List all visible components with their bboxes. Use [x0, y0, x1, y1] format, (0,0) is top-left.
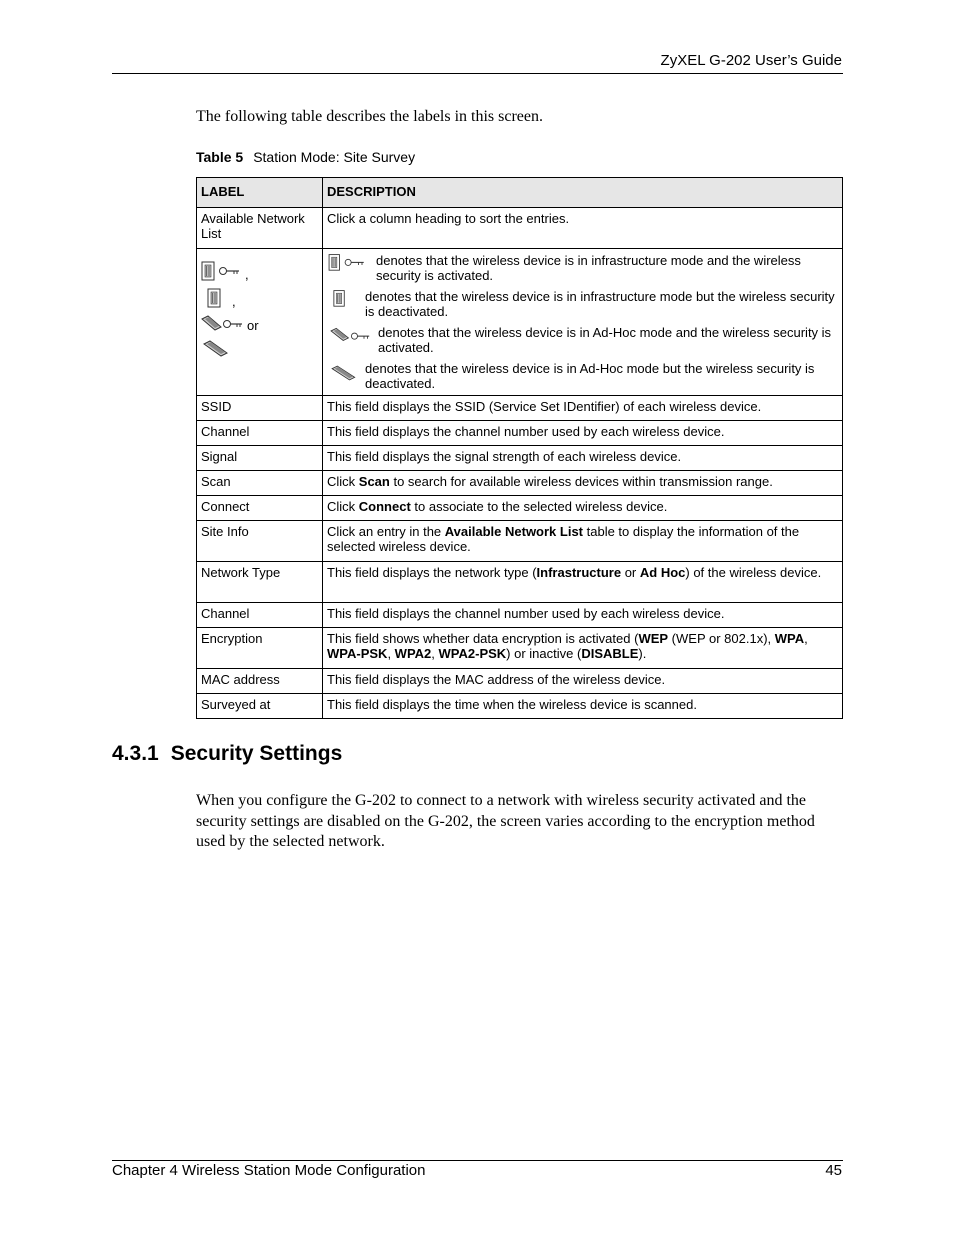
icon-separator: ,	[245, 267, 249, 282]
infrastructure-secure-icon	[201, 260, 241, 282]
table-caption-label: Table 5	[196, 149, 244, 165]
table-caption-text: Station Mode: Site Survey	[253, 149, 416, 165]
table-row	[197, 496, 843, 521]
icon-description: denotes that the wireless device is in infrastructure mode and the wireless security is activated.	[376, 253, 801, 283]
row-description: This field displays the time when the wireless device is scanned.	[323, 694, 843, 719]
row-label: Signal	[197, 446, 323, 471]
table-row-icons	[197, 249, 843, 396]
row-description: Click Scan to search for available wireless devices within transmission range.	[323, 471, 843, 496]
intro-text: The following table describes the labels in this screen.	[196, 108, 544, 125]
section-heading	[112, 742, 342, 766]
header-label: LABEL	[197, 178, 323, 208]
row-description: This field displays the MAC address of the wireless device.	[323, 669, 843, 694]
icon-separator: ,	[232, 294, 236, 309]
row-description: This field displays the SSID (Service Set IDentifier) of each wireless device.	[323, 396, 843, 421]
row-label: Network Type	[197, 562, 323, 603]
row-label: Scan	[197, 471, 323, 496]
table-row	[197, 603, 843, 628]
infrastructure-open-icon	[327, 288, 365, 314]
table-caption	[196, 149, 415, 165]
body-paragraph: When you configure the G-202 to connect to a network with wireless security activated and the security settings are disabled on the G-202, the screen varies according to the encryption method used by the selected network.	[196, 792, 815, 850]
infrastructure-secure-icon	[327, 252, 371, 278]
table-row	[197, 521, 843, 562]
table-row	[197, 396, 843, 421]
table-row	[197, 628, 843, 669]
table-row	[197, 471, 843, 496]
adhoc-open-icon	[201, 339, 231, 359]
infrastructure-open-icon	[204, 287, 228, 309]
table-row	[197, 421, 843, 446]
row-description: Click an entry in the Available Network List table to display the information of the selected wireless device.	[323, 521, 843, 562]
row-description: This field displays the signal strength of each wireless device.	[323, 446, 843, 471]
header-rule	[112, 73, 843, 74]
running-header: ZyXEL G-202 User’s Guide	[660, 52, 842, 69]
row-label: Channel	[197, 421, 323, 446]
site-survey-table	[196, 177, 843, 719]
icon-description-line	[327, 288, 838, 319]
icon-description: denotes that the wireless device is in Ad-Hoc mode and the wireless security is activated.	[378, 325, 832, 355]
icon-description-line	[327, 252, 838, 283]
icons-label-cell	[197, 249, 323, 396]
adhoc-secure-icon	[327, 324, 375, 350]
footer-chapter: Chapter 4 Wireless Station Mode Configuration	[112, 1162, 426, 1179]
header-description: DESCRIPTION	[323, 178, 843, 208]
row-label: Surveyed at	[197, 694, 323, 719]
row-label: Encryption	[197, 628, 323, 669]
adhoc-open-icon	[327, 360, 365, 386]
row-description: Click Connect to associate to the selected wireless device.	[323, 496, 843, 521]
icon-description-line	[327, 324, 838, 355]
icon-description-line	[327, 360, 838, 391]
page-number: 45	[825, 1162, 842, 1179]
section-title: Security Settings	[170, 742, 343, 765]
row-label: Connect	[197, 496, 323, 521]
row-label: MAC address	[197, 669, 323, 694]
icon-separator: or	[247, 318, 259, 333]
row-description: Click a column heading to sort the entries.	[323, 208, 843, 249]
table-row	[197, 446, 843, 471]
row-description: This field displays the network type (Infrastructure or Ad Hoc) of the wireless device.	[323, 562, 843, 603]
table-row	[197, 694, 843, 719]
row-description: This field displays the channel number used by each wireless device.	[323, 603, 843, 628]
section-number: 4.3.1	[112, 742, 159, 765]
row-label: Available Network List	[197, 208, 323, 249]
row-description: This field displays the channel number used by each wireless device.	[323, 421, 843, 446]
table-row	[197, 669, 843, 694]
adhoc-secure-icon	[201, 315, 243, 333]
row-label: Channel	[197, 603, 323, 628]
footer-rule	[112, 1160, 843, 1161]
row-label: SSID	[197, 396, 323, 421]
table-header-row	[197, 178, 843, 208]
icons-description-cell	[323, 249, 843, 396]
icon-description: denotes that the wireless device is in Ad-Hoc mode but the wireless security is deactivated.	[365, 361, 815, 391]
table-row	[197, 208, 843, 249]
icon-description: denotes that the wireless device is in infrastructure mode but the wireless security is deactivated.	[365, 289, 835, 319]
row-label: Site Info	[197, 521, 323, 562]
row-description: This field shows whether data encryption is activated (WEP (WEP or 802.1x), WPA, WPA-PSK, WPA2, WPA2-PSK) or inactive (DISABLE).	[323, 628, 843, 669]
table-row	[197, 562, 843, 603]
